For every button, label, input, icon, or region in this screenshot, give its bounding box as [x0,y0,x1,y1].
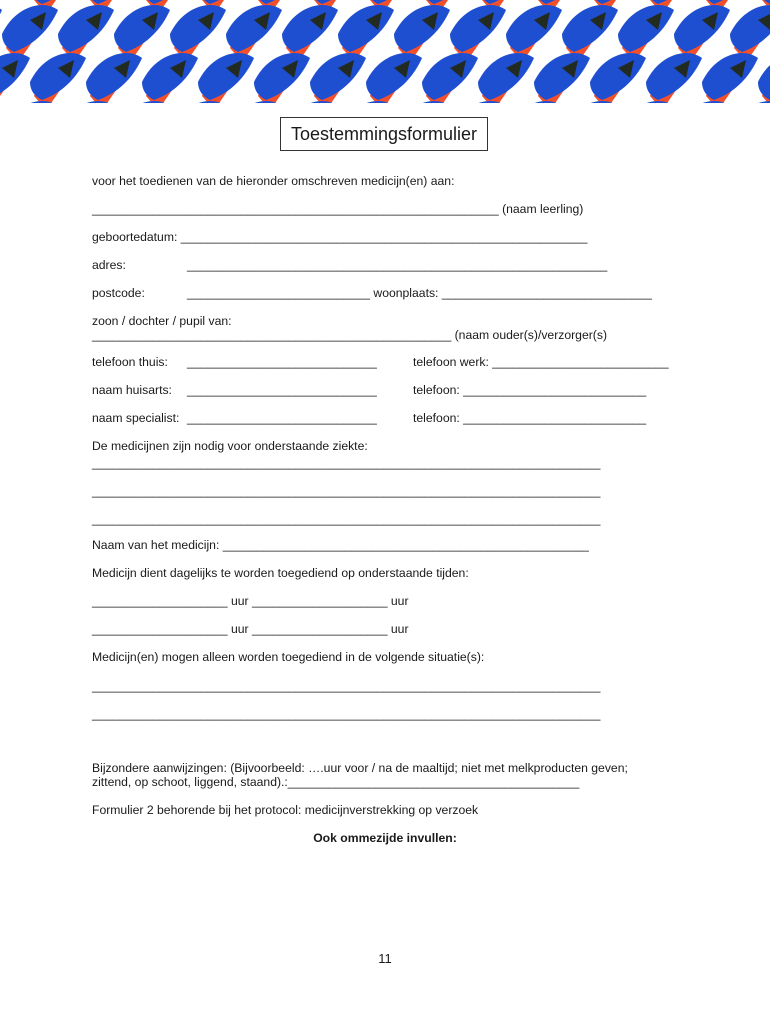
form-title-box [280,117,488,151]
ziekte-intro: De medicijnen zijn nodig voor onderstaande ziekte: [92,439,368,453]
situatie-line-1[interactable]: ___________________________________________________________________________ [92,679,601,693]
huisarts-label: naam huisarts: [92,383,172,397]
telefoon-thuis-label: telefoon thuis: [92,355,168,369]
naam-leerling-field[interactable]: ____________________________________________________________ (naam leerling) [92,202,584,216]
naam-medicijn-field[interactable]: Naam van het medicijn: ______________________________________________________ [92,538,589,552]
bijzondere-aanwijzingen-field[interactable]: zittend, op schoot, liggend, staand).:___________________________________________ [92,775,580,789]
tijden-line-1[interactable]: ____________________ uur ____________________ uur [92,594,409,608]
ommezijde-note: Ook ommezijde invullen: [313,831,457,845]
intro-text: voor het toedienen van de hieronder omschreven medicijn(en) aan: [92,174,455,188]
situatie-line-2[interactable]: ___________________________________________________________________________ [92,707,601,721]
specialist-label: naam specialist: [92,411,180,425]
tijden-line-2[interactable]: ____________________ uur ____________________ uur [92,622,409,636]
naam-ouder-field[interactable]: _____________________________________________________ (naam ouder(s)/verzorger(s) [92,328,608,342]
specialist-field[interactable]: ____________________________ [187,411,377,425]
ziekte-line-3[interactable]: ___________________________________________________________________________ [92,512,601,526]
form-title: Toestemmingsformulier [290,123,478,144]
tijden-intro: Medicijn dient dagelijks te worden toegediend op onderstaande tijden: [92,566,469,580]
geboortedatum-field[interactable]: geboortedatum: ____________________________________________________________ [92,230,588,244]
postcode-label: postcode: [92,286,145,300]
telefoon-werk-field[interactable]: telefoon werk: __________________________ [413,355,669,369]
page-number: 11 [378,951,392,966]
ziekte-line-1[interactable]: ___________________________________________________________________________ [92,456,601,470]
situatie-intro: Medicijn(en) mogen alleen worden toegediend in de volgende situatie(s): [92,650,485,664]
huisarts-telefoon-field[interactable]: telefoon: ___________________________ [413,383,647,397]
postcode-woonplaats-field[interactable]: ___________________________ woonplaats: _______________________________ [187,286,652,300]
adres-label: adres: [92,258,126,272]
zoon-dochter-label: zoon / dochter / pupil van: [92,314,232,328]
banner-pattern [0,0,770,103]
telefoon-thuis-field[interactable]: ____________________________ [187,355,377,369]
formulier-protocol-note: Formulier 2 behorende bij het protocol: medicijnverstrekking op verzoek [92,803,479,817]
adres-field[interactable]: ______________________________________________________________ [187,258,608,272]
decorative-banner [0,0,770,103]
ziekte-line-2[interactable]: ___________________________________________________________________________ [92,484,601,498]
bijzondere-aanwijzingen-label: Bijzondere aanwijzingen: (Bijvoorbeeld: ….uur voor / na de maaltijd; niet met melkproducten geven; [92,761,628,775]
specialist-telefoon-field[interactable]: telefoon: ___________________________ [413,411,647,425]
huisarts-field[interactable]: ____________________________ [187,383,377,397]
